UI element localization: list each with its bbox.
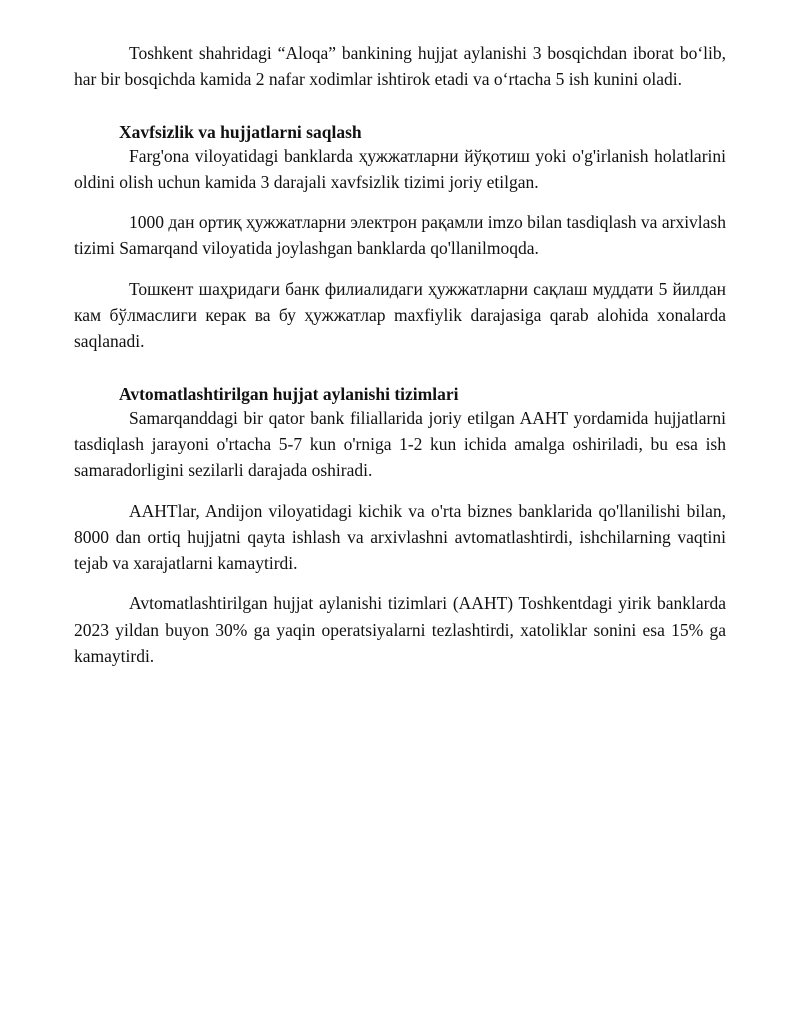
automation-paragraph-1: Samarqanddagi bir qator bank filiallarida joriy etilgan AAHT yordamida hujjatlarni tasdiqlash jarayoni o'rtacha 5-7 kun o'rniga 1-2 kun ichida amalga oshiriladi, bu esa ish samaradorligini sezilarli darajada oshiradi. [74,407,726,481]
spacer [74,576,726,590]
intro-paragraph: Toshkent shahridagi “Aloqa” bankining hujjat aylanishi 3 bosqichdan iborat bo‘lib, har bir bosqichda kamida 2 nafar xodimlar ishtirok etadi va o‘rtacha 5 ish kunini oladi. [74,43,726,90]
security-paragraph-3: Тошкент шаҳридаги банк филиалидаги ҳужжатларни сақлаш муддати 5 йилдан кам бўлмаслиги керак ва бу ҳужжатлар maxfiylik darajasiga qarab alohida xonalarda saqlanadi. [74,278,726,352]
document-page [74,40,726,669]
section-heading-automation: Avtomatlashtirilgan hujjat aylanishi tizimlari [119,383,459,404]
automation-paragraph-3: Avtomatlashtirilgan hujjat aylanishi tizimlari (AAHT) Toshkentdagi yirik banklarda 2023 yildan buyon 30% ga yaqin operatsiyalarni tezlashtirdi, xatoliklar sonini esa 15% ga kamaytirdi. [74,593,726,667]
spacer [74,355,726,384]
security-paragraph-1: Farg'ona viloyatidagi banklarda ҳужжатларни йўқотиш yoki o'g'irlanish holatlarini oldini olish uchun kamida 3 darajali xavfsizlik tizimi joriy etilgan. [74,145,726,192]
security-paragraph-2: 1000 дан ортиқ ҳужжатларни электрон рақамли imzo bilan tasdiqlash va arxivlash tizimi Samarqand viloyatida joylashgan banklarda qo'llanilmoqda. [74,212,726,259]
automation-paragraph-2: AAHTlar, Andijon viloyatidagi kichik va o'rta biznes banklarida qo'llanilishi bilan, 8000 dan ortiq hujjatni qayta ishlash va arxivlashni avtomatlashtirdi, ishchilarning vaqtini tejab va xarajatlarni kamaytirdi. [74,500,726,574]
spacer [74,93,726,122]
section-heading-security: Xavfsizlik va hujjatlarni saqlash [119,121,362,142]
spacer [74,262,726,276]
spacer [74,195,726,209]
spacer [74,484,726,498]
